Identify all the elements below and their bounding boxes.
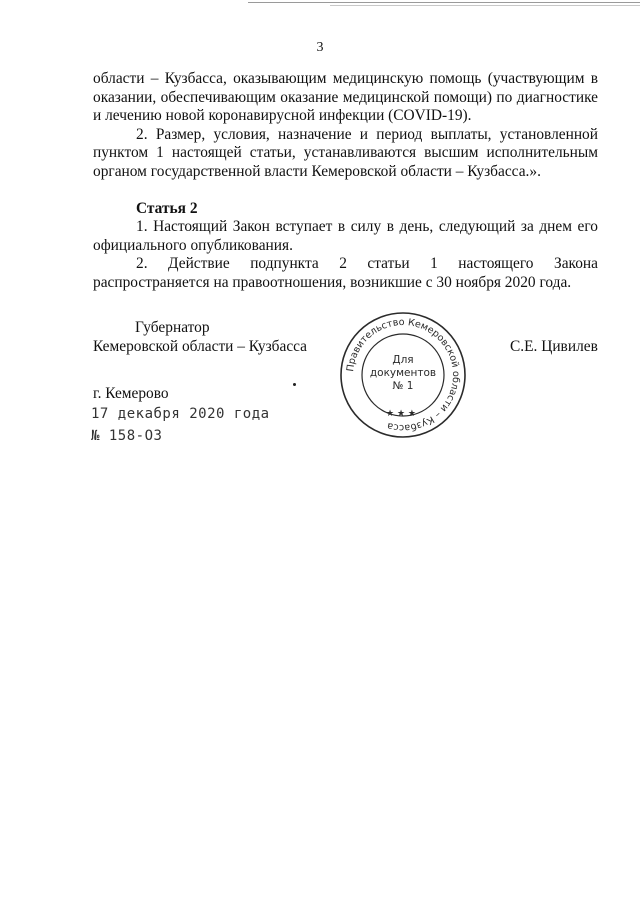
paragraph-item-2: 2. Размер, условия, назначение и период выплаты, установленной пунктом 1 настоящей статьи, устанавливаются высшим исполнительным органом государственной власти Кемеровской области – Кузбасса.». xyxy=(93,125,598,180)
signing-date: 17 декабря 2020 года xyxy=(91,406,270,422)
paragraph-article2-item-1: 1. Настоящий Закон вступает в силу в день, следующий за днем его официального опубликования. xyxy=(93,218,598,254)
signatory-name: С.Е. Цивилев xyxy=(510,338,598,355)
stamp-ring-text: Правительство Кемеровской области – Кузбасса xyxy=(345,316,462,434)
place-of-signing: г. Кемерово xyxy=(93,385,169,402)
signature-title-line2: Кемеровской области – Кузбасса xyxy=(93,338,308,355)
top-border-line xyxy=(248,2,640,3)
page-number: 3 xyxy=(316,40,324,55)
law-number: № 158-ОЗ xyxy=(91,428,163,444)
stamp-center-line2: документов xyxy=(369,367,437,379)
paragraph-continuation: области – Кузбасса, оказывающим медицинскую помощь (участвующим в оказании, обеспечивающим оказание медицинской помощи) по диагностике и лечению новой коронавирусной инфекции (COVID-19). xyxy=(93,70,598,125)
stamp-center-line1: Для xyxy=(392,354,414,366)
document-body xyxy=(93,70,598,293)
paragraph-article2-item-2: 2. Действие подпункта 2 статьи 1 настоящего Закона распространяется на правоотношения, возникшие с 30 ноября 2020 года. xyxy=(93,255,598,291)
official-seal-stamp xyxy=(338,310,468,440)
signature-title-line1: Губернатор xyxy=(135,319,210,336)
top-border-line-secondary xyxy=(330,5,640,6)
article-heading: Статья 2 xyxy=(136,199,198,217)
stamp-stars-icon: ★ ★ ★ xyxy=(386,409,416,419)
stamp-center-line3: № 1 xyxy=(392,380,414,392)
ink-dot xyxy=(293,383,296,386)
